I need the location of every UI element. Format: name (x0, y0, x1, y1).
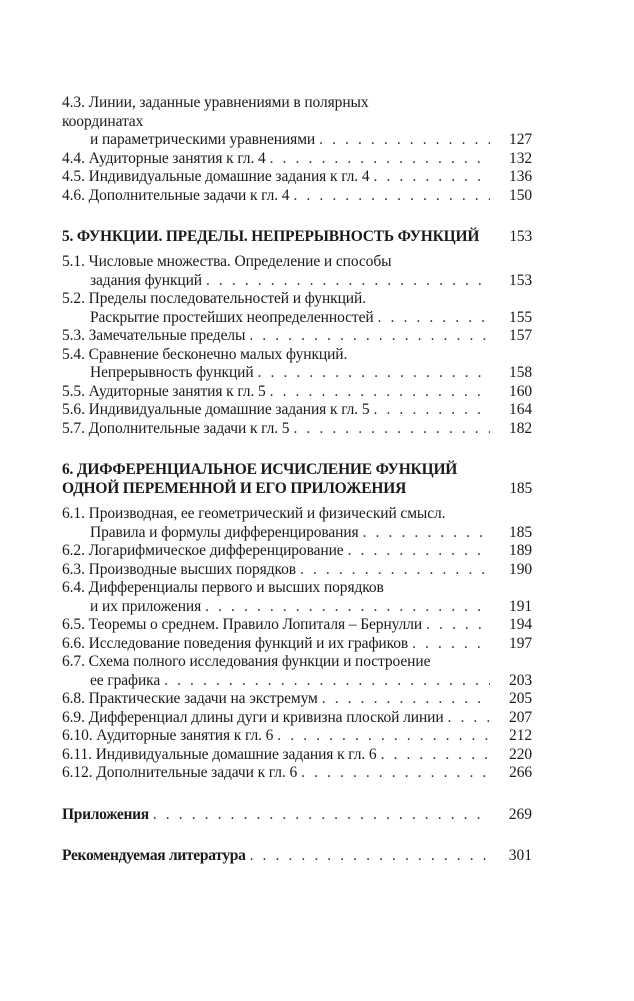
toc-entry-title-end: 4.6. Дополнительные задачи к гл. 4 (62, 186, 290, 204)
toc-page-number: 182 (509, 419, 532, 437)
dot-leader (322, 690, 490, 709)
toc-entry[interactable] (62, 168, 532, 187)
toc-entry-title-line: 5.1. Числовые множества. Определение и способы (62, 253, 392, 270)
toc-entry-text (62, 616, 494, 635)
dot-leader (206, 272, 490, 291)
dot-leader (412, 635, 490, 654)
toc-entry-last-line (62, 131, 494, 150)
toc-entry[interactable] (62, 401, 532, 420)
toc-entry[interactable] (62, 746, 532, 765)
toc-entry-last-line (62, 524, 494, 543)
toc-entry[interactable] (62, 94, 532, 150)
toc-entry-text (62, 561, 494, 580)
toc-entry-text (62, 383, 494, 402)
toc-entry-title-end: 6.10. Аудиторные занятия к гл. 6 (62, 727, 274, 744)
toc-entry[interactable] (62, 709, 532, 728)
toc-entry[interactable] (62, 653, 532, 690)
toc-entry-title-line: 5.2. Пределы последовательностей и функций. (62, 290, 366, 307)
toc-entry-title-line: 5.4. Сравнение бесконечно малых функций. (62, 345, 348, 363)
toc-entry-text (62, 346, 494, 383)
toc-entry-text (62, 727, 494, 746)
toc-entry-text (62, 764, 494, 783)
toc-entry-title-end: и параметрическими уравнениями (90, 131, 316, 148)
dot-leader (258, 364, 490, 383)
toc-appendix-title: Приложения (62, 805, 149, 823)
toc-page-number: 127 (509, 131, 532, 148)
dot-leader (249, 327, 490, 346)
toc-entry-text (62, 327, 494, 346)
toc-entry-text (62, 690, 494, 709)
toc-entry-text (62, 635, 494, 654)
toc-appendix-entry[interactable] (62, 846, 532, 865)
dot-leader (250, 846, 490, 865)
toc-entry-last-line (62, 561, 494, 580)
toc-page-number: 197 (509, 634, 532, 652)
toc-page-number: 212 (509, 727, 532, 744)
toc-page-number: 150 (509, 186, 532, 204)
toc-entry[interactable] (62, 635, 532, 654)
toc-entry-title-end: 6.12. Дополнительные задачи к гл. 6 (62, 764, 298, 781)
toc-entry-title-end: 5.7. Дополнительные задачи к гл. 5 (62, 419, 290, 437)
toc-entry[interactable] (62, 764, 532, 783)
dot-leader (153, 805, 490, 824)
toc-entry-title-end: 4.4. Аудиторные занятия к гл. 4 (62, 149, 266, 167)
toc-page-number: 269 (508, 805, 532, 823)
toc-page-number: 157 (509, 327, 532, 344)
toc-section (62, 227, 532, 438)
toc-entry-title-end: Непрерывность функций (90, 364, 254, 381)
toc-entry[interactable] (62, 542, 532, 561)
toc-entry-title-end: 6.9. Дифференциал длины дуги и кривизна плоской линии (62, 708, 444, 726)
toc-entry-title-end: 5.5. Аудиторные занятия к гл. 5 (62, 382, 266, 400)
toc-entry-title-end: Раскрытие простейших неопределенностей (90, 308, 374, 326)
toc-entry-text (62, 420, 494, 439)
toc-entry[interactable] (62, 579, 532, 616)
toc-entry-last-line (62, 672, 494, 691)
toc-entry-last-line (62, 420, 494, 439)
toc-entry-title-end: 6.3. Производные высших порядков (62, 560, 296, 578)
toc-page-number: 153 (509, 271, 532, 289)
toc-entry-last-line (62, 746, 494, 765)
toc-entry[interactable] (62, 727, 532, 746)
toc-appendix-entry[interactable] (62, 805, 532, 824)
toc-page-number: 205 (509, 690, 532, 707)
toc-entry-text (62, 746, 494, 765)
toc-entry[interactable] (62, 150, 532, 169)
toc-entry-last-line (62, 690, 494, 709)
toc-entry[interactable] (62, 420, 532, 439)
toc-entry-title-end: 5.3. Замечательные пределы (62, 327, 246, 344)
chapter-page-number: 185 (509, 480, 532, 497)
toc-entry-last-line (62, 150, 494, 169)
toc-entry-last-line (62, 709, 494, 728)
dot-leader (205, 598, 490, 617)
chapter-page-number: 153 (509, 228, 532, 245)
toc-page-number: 164 (509, 401, 532, 418)
toc-page-number: 194 (509, 616, 532, 633)
dot-leader (381, 746, 490, 765)
toc-entry-text (62, 709, 494, 728)
toc-page-number: 191 (509, 597, 532, 615)
toc-entry-last-line (62, 635, 494, 654)
toc-page-number: 266 (509, 764, 532, 781)
toc-entry-text (62, 253, 494, 290)
toc-entry-text (62, 150, 494, 169)
toc-entry-title-end: ее графика (90, 671, 161, 689)
toc-entry[interactable] (62, 383, 532, 402)
toc-entry[interactable] (62, 505, 532, 542)
toc-page-number: 158 (509, 364, 532, 381)
toc-entry-text (62, 653, 494, 690)
toc-entry-text (62, 94, 494, 150)
toc-entry-title-line: 4.3. Линии, заданные уравнениями в полярных координатах (62, 94, 369, 130)
table-of-contents (62, 94, 532, 865)
dot-leader (448, 709, 490, 728)
toc-entry-title-end: 6.6. Исследование поведения функций и их графиков (62, 634, 409, 652)
chapter-heading[interactable] (62, 460, 532, 498)
toc-section (62, 460, 532, 783)
toc-entry-title-end: 6.8. Практические задачи на экстремум (62, 690, 318, 707)
chapter-heading[interactable] (62, 227, 532, 246)
toc-entry-text (62, 505, 494, 542)
dot-leader (270, 150, 490, 169)
toc-entry-last-line (62, 168, 494, 187)
toc-page-number: 203 (509, 671, 532, 689)
toc-entry-text (62, 168, 494, 187)
toc-entry-last-line (62, 187, 494, 206)
toc-entry-last-line (62, 401, 494, 420)
toc-entry-title-end: 4.5. Индивидуальные домашние задания к гл. 4 (62, 168, 370, 185)
toc-page-number: 155 (509, 308, 532, 326)
dot-leader (277, 727, 490, 746)
toc-entry-title-end: 6.5. Теоремы о среднем. Правило Лопиталя – Бернулли (62, 616, 423, 633)
dot-leader (270, 383, 490, 402)
dot-leader (164, 672, 490, 691)
toc-entry-title-end: 6.2. Логарифмическое дифференцирование (62, 542, 344, 559)
toc-entry-text (62, 542, 494, 561)
dot-leader (293, 420, 490, 439)
toc-section (62, 94, 532, 205)
toc-entry-last-line (62, 727, 494, 746)
toc-entry-text (62, 579, 494, 616)
toc-page-number: 189 (509, 542, 532, 559)
dot-leader (319, 131, 490, 150)
toc-entry-last-line (62, 327, 494, 346)
toc-page-number: 220 (509, 745, 532, 763)
toc-entry-text (62, 290, 494, 327)
toc-entry-last-line (62, 383, 494, 402)
toc-page-number: 132 (509, 149, 532, 167)
toc-entry-title-end: 6.11. Индивидуальные домашние задания к гл. 6 (62, 745, 377, 763)
toc-entry[interactable] (62, 616, 532, 635)
dot-leader (293, 187, 490, 206)
toc-entry[interactable] (62, 253, 532, 290)
toc-entry-last-line (62, 616, 494, 635)
toc-entry-last-line (62, 364, 494, 383)
dot-leader (374, 401, 490, 420)
toc-entry-title-line: 6.7. Схема полного исследования функции и построение (62, 653, 431, 670)
toc-entry-last-line (62, 764, 494, 783)
toc-entry-title-end: и их приложения (90, 597, 202, 615)
dot-leader (426, 616, 490, 635)
toc-entry-last-line (62, 272, 494, 291)
dot-leader (348, 542, 490, 561)
toc-entry-last-line (62, 309, 494, 328)
dot-leader (300, 561, 490, 580)
toc-entry[interactable] (62, 327, 532, 346)
toc-entry-text (62, 187, 494, 206)
toc-entry-last-line (62, 542, 494, 561)
dot-leader (374, 168, 490, 187)
toc-entry-last-line (62, 598, 494, 617)
toc-page-number: 207 (509, 708, 532, 726)
dot-leader (363, 524, 490, 543)
toc-entry[interactable] (62, 561, 532, 580)
toc-entry[interactable] (62, 187, 532, 206)
toc-page-number: 136 (509, 168, 532, 185)
toc-entry-title-end: задания функций (90, 271, 202, 289)
chapter-title: 6. ДИФФЕРЕНЦИАЛЬНОЕ ИСЧИСЛЕНИЕ ФУНКЦИЙ ОДНОЙ ПЕРЕМЕННОЙ И ЕГО ПРИЛОЖЕНИЯ (62, 461, 458, 497)
chapter-title: 5. ФУНКЦИИ. ПРЕДЕЛЫ. НЕПРЕРЫВНОСТЬ ФУНКЦИЙ (62, 228, 480, 245)
dot-leader (301, 764, 490, 783)
toc-entry-title-end: 5.6. Индивидуальные домашние задания к гл. 5 (62, 401, 370, 418)
dot-leader (378, 309, 490, 328)
toc-entry-title-line: 6.4. Дифференциалы первого и высших порядков (62, 579, 384, 596)
toc-page-number: 185 (509, 523, 532, 541)
toc-entry[interactable] (62, 690, 532, 709)
toc-entry-title-end: Правила и формулы дифференцирования (90, 523, 359, 541)
toc-appendix-title: Рекомендуемая литература (62, 846, 246, 864)
toc-entry-title-line: 6.1. Производная, ее геометрический и физический смысл. (62, 505, 446, 522)
toc-page-number: 190 (509, 560, 532, 578)
toc-page-number: 160 (509, 382, 532, 400)
toc-entry-text (62, 401, 494, 420)
toc-entry[interactable] (62, 290, 532, 327)
toc-page-number: 301 (508, 846, 532, 864)
toc-entry[interactable] (62, 346, 532, 383)
